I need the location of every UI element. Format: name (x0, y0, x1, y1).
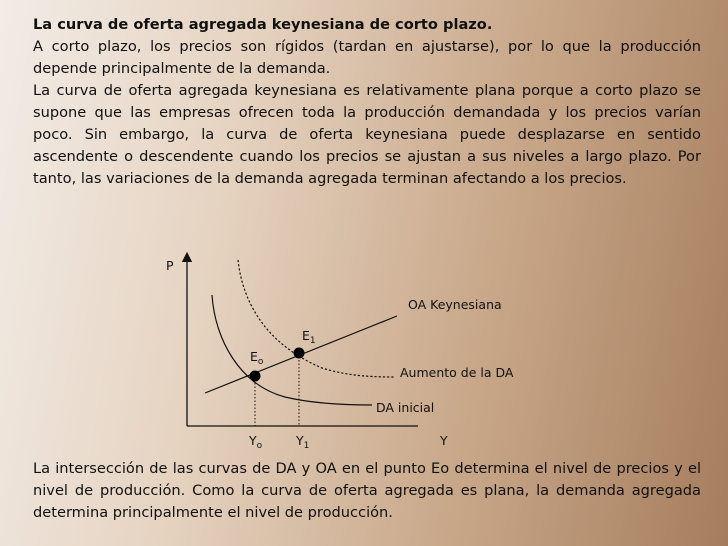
demand-shift-label: Aumento de la DA (400, 365, 514, 380)
point-e1-label: $E_1$ (302, 328, 316, 346)
conclusion-paragraph: La intersección de las curvas de DA y OA en el punto Eo determina el nivel de precios y el nivel de producción. Como la curva de oferta agregada es plana, la demanda agregada determina principalmente el nivel de producción. (33, 460, 701, 521)
demand-curve-initial (212, 295, 372, 405)
equilibrium-point-e1 (294, 348, 305, 359)
axis-x-label: Y (440, 433, 448, 448)
point-e0-label: $E_o$ (250, 349, 264, 367)
y0-label: $Y_o$ (249, 433, 263, 451)
y1-label: $Y_1$ (296, 433, 310, 451)
conclusion-text (33, 458, 701, 524)
supply-label: OA Keynesiana (408, 297, 502, 312)
demand-initial-label: DA inicial (376, 400, 435, 415)
slide-title: La curva de oferta agregada keynesiana de corto plazo. (33, 16, 493, 33)
intro-paragraph-1: A corto plazo, los precios son rígidos (tardan en ajustarse), por lo que la producción depende principalmente de la demanda. (33, 38, 701, 77)
intro-paragraph-2: La curva de oferta agregada keynesiana es relativamente plana porque a corto plazo se supone que las empresas ofrecen toda la producción demandada y los precios varían poco. Sin embargo, la curva de oferta keynesiana puede desplazarse en sentido ascendente o descendente cuando los precios se ajustan a sus niveles a largo plazo. Por tanto, las variaciones de la demanda agregada terminan afectando a los precios. (33, 82, 701, 187)
axis-y-label: P (166, 258, 174, 273)
equilibrium-point-e0 (250, 371, 261, 382)
